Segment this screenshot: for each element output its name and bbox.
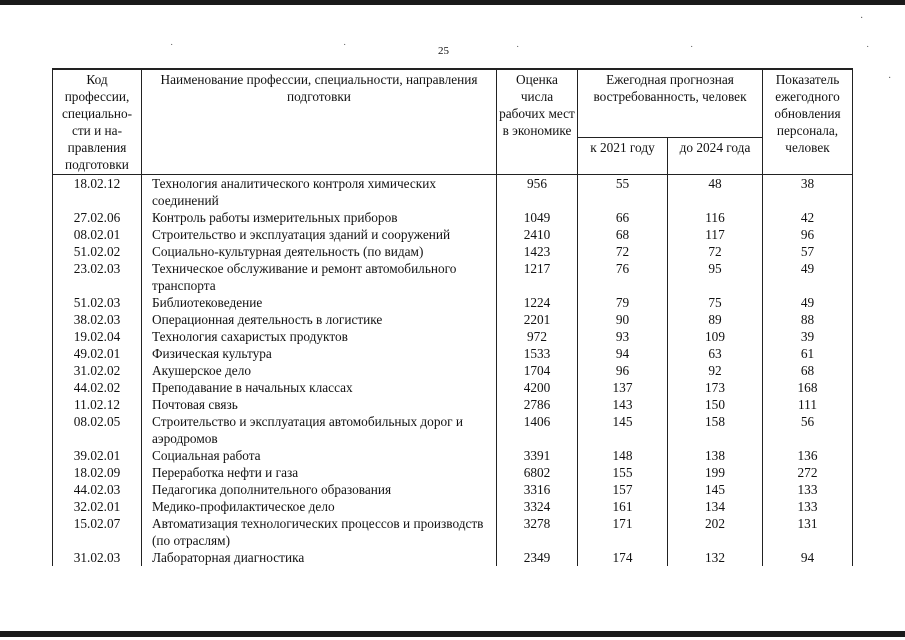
cell-demand-2024: 150 <box>668 396 763 413</box>
cell-demand-2021: 161 <box>578 498 668 515</box>
cell-name: Педагогика дополнительного образования <box>142 481 497 498</box>
cell-name: Технология сахаристых продуктов <box>142 328 497 345</box>
table-row <box>53 362 853 379</box>
cell-name: Физическая культура <box>142 345 497 362</box>
scan-speck: ˙ <box>690 45 694 56</box>
cell-name: Техническое обслуживание и ремонт автомобильного транспорта <box>142 260 497 294</box>
cell-demand-2021: 66 <box>578 209 668 226</box>
cell-demand-2021: 174 <box>578 549 668 566</box>
table-row <box>53 481 853 498</box>
cell-code: 08.02.01 <box>53 226 142 243</box>
cell-demand-2021: 94 <box>578 345 668 362</box>
cell-name: Контроль работы измерительных приборов <box>142 209 497 226</box>
header-workplaces: Оценка числа рабочих мест в экономике <box>497 69 578 175</box>
cell-code: 18.02.12 <box>53 175 142 210</box>
table-row <box>53 311 853 328</box>
cell-name: Переработка нефти и газа <box>142 464 497 481</box>
table-row <box>53 447 853 464</box>
cell-demand-2024: 199 <box>668 464 763 481</box>
cell-demand-2024: 109 <box>668 328 763 345</box>
cell-workplaces: 3324 <box>497 498 578 515</box>
cell-demand-2021: 96 <box>578 362 668 379</box>
table-row <box>53 175 853 210</box>
scan-speck: · <box>860 13 864 24</box>
cell-demand-2024: 89 <box>668 311 763 328</box>
cell-demand-2021: 137 <box>578 379 668 396</box>
cell-workplaces: 3391 <box>497 447 578 464</box>
cell-renewal: 168 <box>763 379 853 396</box>
cell-demand-2021: 90 <box>578 311 668 328</box>
cell-demand-2021: 143 <box>578 396 668 413</box>
cell-name: Преподавание в начальных классах <box>142 379 497 396</box>
cell-demand-2021: 72 <box>578 243 668 260</box>
cell-demand-2021: 171 <box>578 515 668 549</box>
cell-renewal: 39 <box>763 328 853 345</box>
cell-code: 11.02.12 <box>53 396 142 413</box>
cell-renewal: 57 <box>763 243 853 260</box>
cell-demand-2021: 93 <box>578 328 668 345</box>
cell-renewal: 56 <box>763 413 853 447</box>
table-row <box>53 498 853 515</box>
page-number: 25 <box>438 45 449 57</box>
scan-top-edge <box>0 0 905 5</box>
cell-demand-2024: 138 <box>668 447 763 464</box>
cell-code: 18.02.09 <box>53 464 142 481</box>
header-code: Код профессии, специально-сти и на-правления подготовки <box>53 69 142 175</box>
cell-demand-2024: 63 <box>668 345 763 362</box>
cell-workplaces: 1423 <box>497 243 578 260</box>
cell-demand-2024: 158 <box>668 413 763 447</box>
cell-workplaces: 1704 <box>497 362 578 379</box>
cell-code: 39.02.01 <box>53 447 142 464</box>
cell-name: Лабораторная диагностика <box>142 549 497 566</box>
cell-workplaces: 3278 <box>497 515 578 549</box>
cell-demand-2024: 132 <box>668 549 763 566</box>
cell-renewal: 131 <box>763 515 853 549</box>
cell-renewal: 49 <box>763 260 853 294</box>
cell-renewal: 133 <box>763 481 853 498</box>
table-row <box>53 379 853 396</box>
cell-workplaces: 972 <box>497 328 578 345</box>
cell-renewal: 111 <box>763 396 853 413</box>
scan-speck: ˙ <box>516 45 520 56</box>
cell-code: 49.02.01 <box>53 345 142 362</box>
cell-demand-2021: 155 <box>578 464 668 481</box>
header-name: Наименование профессии, специальности, направления подготовки <box>142 69 497 175</box>
cell-demand-2021: 76 <box>578 260 668 294</box>
scan-bottom-edge <box>0 631 905 637</box>
table-row <box>53 515 853 549</box>
scan-speck: · <box>888 73 892 84</box>
cell-workplaces: 1224 <box>497 294 578 311</box>
table-row <box>53 260 853 294</box>
cell-workplaces: 2349 <box>497 549 578 566</box>
cell-renewal: 49 <box>763 294 853 311</box>
cell-code: 44.02.02 <box>53 379 142 396</box>
cell-demand-2024: 72 <box>668 243 763 260</box>
table-row <box>53 345 853 362</box>
cell-demand-2024: 202 <box>668 515 763 549</box>
cell-renewal: 272 <box>763 464 853 481</box>
cell-demand-2021: 145 <box>578 413 668 447</box>
cell-code: 31.02.02 <box>53 362 142 379</box>
table-row <box>53 226 853 243</box>
table-row <box>53 413 853 447</box>
cell-demand-2024: 48 <box>668 175 763 210</box>
cell-renewal: 68 <box>763 362 853 379</box>
header-renewal: Показатель ежегодного обновления персонала, человек <box>763 69 853 175</box>
cell-renewal: 42 <box>763 209 853 226</box>
cell-renewal: 96 <box>763 226 853 243</box>
header-demand-2021: к 2021 году <box>578 138 668 175</box>
table-row <box>53 294 853 311</box>
table-row <box>53 464 853 481</box>
cell-renewal: 38 <box>763 175 853 210</box>
cell-workplaces: 2786 <box>497 396 578 413</box>
cell-workplaces: 956 <box>497 175 578 210</box>
cell-demand-2021: 157 <box>578 481 668 498</box>
cell-demand-2024: 145 <box>668 481 763 498</box>
cell-demand-2024: 134 <box>668 498 763 515</box>
cell-code: 51.02.03 <box>53 294 142 311</box>
cell-name: Технология аналитического контроля химических соединений <box>142 175 497 210</box>
scan-speck: ˙ <box>866 45 870 56</box>
cell-demand-2021: 148 <box>578 447 668 464</box>
cell-code: 31.02.03 <box>53 549 142 566</box>
cell-workplaces: 1217 <box>497 260 578 294</box>
cell-code: 15.02.07 <box>53 515 142 549</box>
forecast-table <box>52 68 853 566</box>
cell-workplaces: 1533 <box>497 345 578 362</box>
cell-name: Строительство и эксплуатация автомобильных дорог и аэродромов <box>142 413 497 447</box>
cell-code: 23.02.03 <box>53 260 142 294</box>
cell-demand-2024: 117 <box>668 226 763 243</box>
cell-workplaces: 3316 <box>497 481 578 498</box>
cell-name: Почтовая связь <box>142 396 497 413</box>
cell-workplaces: 1406 <box>497 413 578 447</box>
cell-workplaces: 1049 <box>497 209 578 226</box>
table-row <box>53 396 853 413</box>
cell-demand-2024: 75 <box>668 294 763 311</box>
cell-name: Социальная работа <box>142 447 497 464</box>
scan-speck: ˙ <box>343 43 347 54</box>
cell-demand-2021: 55 <box>578 175 668 210</box>
table-row <box>53 209 853 226</box>
cell-demand-2021: 79 <box>578 294 668 311</box>
cell-demand-2024: 116 <box>668 209 763 226</box>
cell-name: Автоматизация технологических процессов и производств (по отраслям) <box>142 515 497 549</box>
cell-renewal: 94 <box>763 549 853 566</box>
cell-code: 27.02.06 <box>53 209 142 226</box>
cell-name: Строительство и эксплуатация зданий и сооружений <box>142 226 497 243</box>
cell-workplaces: 2201 <box>497 311 578 328</box>
cell-renewal: 88 <box>763 311 853 328</box>
table-row <box>53 328 853 345</box>
cell-workplaces: 4200 <box>497 379 578 396</box>
table-row <box>53 549 853 566</box>
cell-code: 19.02.04 <box>53 328 142 345</box>
cell-renewal: 133 <box>763 498 853 515</box>
table-row <box>53 243 853 260</box>
cell-workplaces: 6802 <box>497 464 578 481</box>
cell-name: Социально-культурная деятельность (по видам) <box>142 243 497 260</box>
cell-code: 38.02.03 <box>53 311 142 328</box>
scan-speck: ˙ <box>170 43 174 54</box>
cell-demand-2024: 92 <box>668 362 763 379</box>
cell-renewal: 61 <box>763 345 853 362</box>
cell-name: Библиотековедение <box>142 294 497 311</box>
cell-code: 08.02.05 <box>53 413 142 447</box>
header-demand: Ежегодная прогнозная востребованность, человек <box>578 69 763 138</box>
cell-name: Операционная деятельность в логистике <box>142 311 497 328</box>
cell-demand-2021: 68 <box>578 226 668 243</box>
cell-demand-2024: 173 <box>668 379 763 396</box>
cell-name: Акушерское дело <box>142 362 497 379</box>
cell-code: 44.02.03 <box>53 481 142 498</box>
cell-renewal: 136 <box>763 447 853 464</box>
cell-code: 32.02.01 <box>53 498 142 515</box>
cell-name: Медико-профилактическое дело <box>142 498 497 515</box>
cell-demand-2024: 95 <box>668 260 763 294</box>
cell-workplaces: 2410 <box>497 226 578 243</box>
cell-code: 51.02.02 <box>53 243 142 260</box>
header-demand-2024: до 2024 года <box>668 138 763 175</box>
